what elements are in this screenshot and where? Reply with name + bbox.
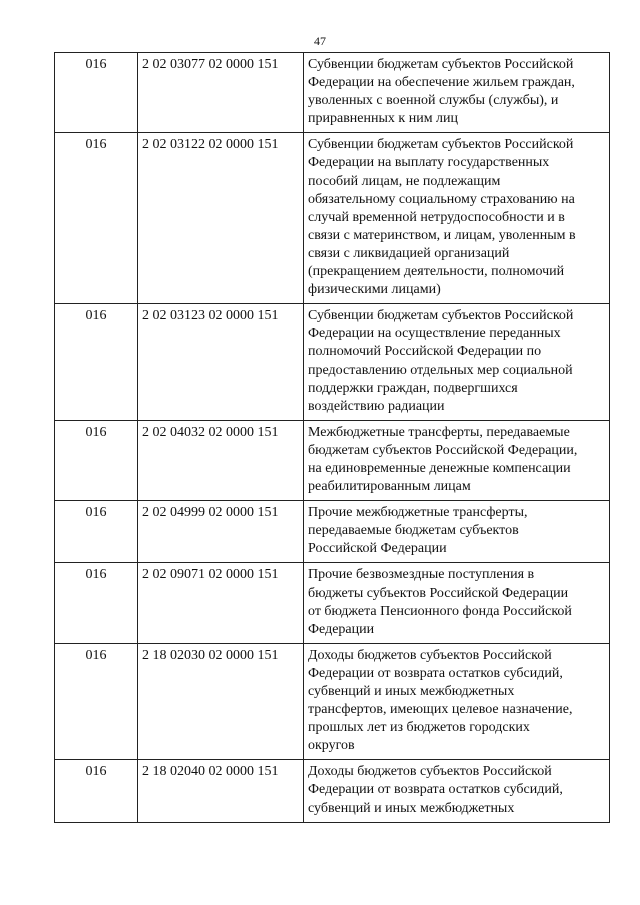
description-line: Субвенции бюджетам субъектов Российской: [308, 57, 574, 72]
budget-code-cell: 2 02 03077 02 0000 151: [138, 53, 304, 133]
description-cell: [304, 563, 610, 643]
description-line: пособий лицам, не подлежащим: [308, 173, 501, 189]
description-cell: [304, 420, 610, 500]
budget-code-cell: 2 18 02040 02 0000 151: [138, 760, 304, 822]
admin-code-cell: 016: [55, 420, 138, 500]
budget-code-cell: 2 02 03123 02 0000 151: [138, 304, 304, 421]
description-line: трансфертов, имеющих целевое назначение,: [308, 702, 573, 718]
budget-code-cell: 2 02 03122 02 0000 151: [138, 133, 304, 304]
description-line: полномочий Российской Федерации по: [308, 344, 542, 360]
description-line: предоставлению отдельных мер социальной: [308, 362, 573, 378]
description-line: Федерации: [308, 621, 375, 637]
description-line: Федерации на осуществление переданных: [308, 326, 561, 342]
description-line: передаваемые бюджетам субъектов: [308, 523, 519, 539]
description-line: на единовременные денежные компенсации: [308, 460, 571, 476]
description-line: физическими лицами): [308, 282, 441, 298]
description-cell: [304, 643, 610, 760]
description-cell: [304, 501, 610, 563]
description-cell: [304, 53, 610, 133]
description-cell: [304, 304, 610, 421]
description-cell: [304, 133, 610, 304]
description-line: реабилитированным лицам: [308, 479, 471, 495]
description-line: приравненных к ним лиц: [308, 111, 459, 127]
description-line: Российской Федерации: [308, 541, 447, 557]
admin-code-cell: 016: [55, 760, 138, 822]
table-row: [55, 53, 610, 133]
description-line: субвенций и иных межбюджетных: [308, 684, 515, 699]
admin-code-cell: 016: [55, 133, 138, 304]
description-line: Прочие безвозмездные поступления в: [308, 567, 535, 583]
table-row: [55, 760, 610, 822]
description-line: бюджеты субъектов Российской Федерации: [308, 585, 569, 601]
page-number: 47: [314, 34, 326, 48]
admin-code-cell: 016: [55, 304, 138, 421]
description-line: прошлых лет из бюджетов городских: [308, 720, 530, 736]
table-row: [55, 133, 610, 304]
description-line: связи с материнством, и лицам, уволенным в: [308, 227, 576, 243]
budget-code-cell: 2 02 09071 02 0000 151: [138, 563, 304, 643]
budget-classification-table: [54, 52, 610, 823]
table-row: [55, 420, 610, 500]
description-cell: [304, 760, 610, 822]
table-body: [55, 53, 610, 823]
description-line: от бюджета Пенсионного фонда Российской: [308, 603, 572, 619]
description-line: субвенций и иных межбюджетных: [308, 800, 515, 816]
description-line: Субвенции бюджетам субъектов Российской: [308, 308, 574, 324]
admin-code-cell: 016: [55, 53, 138, 133]
description-line: Доходы бюджетов субъектов Российской: [308, 647, 552, 663]
admin-code-cell: 016: [55, 563, 138, 643]
budget-code-cell: 2 02 04032 02 0000 151: [138, 420, 304, 500]
description-line: связи с ликвидацией организаций: [308, 245, 510, 261]
description-line: Межбюджетные трансферты, передаваемые: [308, 424, 570, 440]
description-line: Федерации на обеспечение жильем граждан,: [308, 75, 575, 91]
description-line: воздействию радиации: [308, 398, 445, 414]
description-line: случай временной нетрудоспособности и в: [308, 209, 565, 225]
description-line: уволенных с военной службы (службы), и: [308, 93, 559, 109]
description-line: округов: [308, 738, 355, 754]
description-line: Федерации на выплату государственных: [308, 155, 550, 171]
description-line: Прочие межбюджетные трансферты,: [308, 505, 528, 521]
description-line: Доходы бюджетов субъектов Российской: [308, 764, 552, 780]
description-line: бюджетам субъектов Российской Федерации,: [308, 442, 578, 458]
table-row: [55, 563, 610, 643]
admin-code-cell: 016: [55, 643, 138, 760]
description-line: поддержки граждан, подвергшихся: [308, 380, 518, 396]
admin-code-cell: 016: [55, 501, 138, 563]
description-line: Федерации от возврата остатков субсидий,: [308, 782, 563, 798]
description-line: обязательному социальному страхованию на: [308, 191, 575, 207]
description-line: Федерации от возврата остатков субсидий,: [308, 665, 563, 681]
description-line: (прекращением деятельности, полномочий: [308, 264, 565, 280]
table-row: [55, 501, 610, 563]
description-line: Субвенции бюджетам субъектов Российской: [308, 137, 574, 153]
budget-code-cell: 2 02 04999 02 0000 151: [138, 501, 304, 563]
budget-code-cell: 2 18 02030 02 0000 151: [138, 643, 304, 760]
table-row: [55, 304, 610, 421]
table-row: [55, 643, 610, 760]
